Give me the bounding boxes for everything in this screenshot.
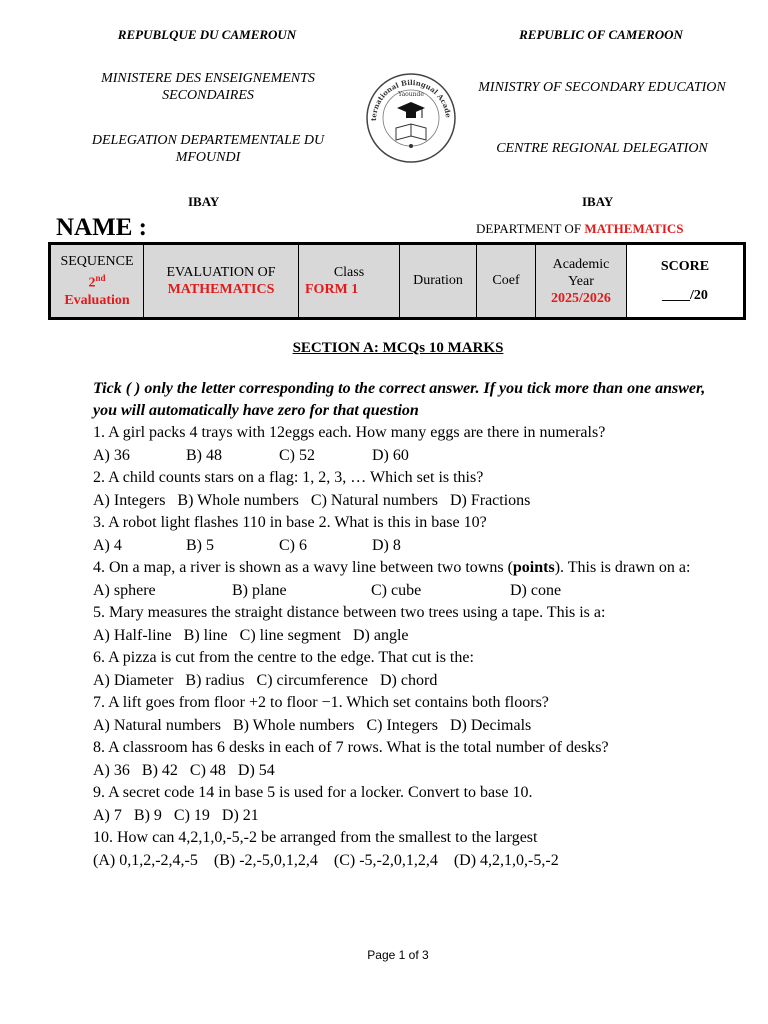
question-10: 10. How can 4,2,1,0,-5,-2 be arranged from the smallest to the largest [93, 829, 538, 846]
option[interactable]: (B) -2,-5,0,1,2,4 [213, 851, 318, 869]
header-left-school: IBAY [188, 194, 220, 209]
department-subject: MATHEMATICS [584, 221, 684, 236]
option[interactable]: B) radius [185, 671, 245, 689]
question-3: 3. A robot light flashes 110 in base 2. What is this in base 10? [93, 514, 487, 531]
question-4-pre: 4. On a map, a river is shown as a wavy line between two towns ( [93, 559, 513, 576]
options-4 [93, 580, 705, 603]
option[interactable]: B) 42 [141, 761, 178, 779]
option[interactable]: (D) 4,2,1,0,-5,-2 [453, 851, 559, 869]
score-value: ____/20 [662, 288, 708, 303]
option[interactable]: D) angle [352, 626, 409, 644]
question-1: 1. A girl packs 4 trays with 12eggs each. How many eggs are there in numerals? [93, 424, 606, 441]
options-9 [93, 805, 705, 828]
department-prefix: DEPARTMENT OF [476, 221, 585, 236]
option[interactable]: D) 21 [221, 806, 259, 824]
option[interactable]: C) 6 [279, 536, 307, 554]
header-right-delegation: CENTRE REGIONAL DELEGATION [496, 141, 708, 156]
question-2: 2. A child counts stars on a flag: 1, 2, 3, … Which set is this? [93, 469, 484, 486]
question-4-post: ). This is drawn on a: [554, 559, 691, 576]
option[interactable]: B) Whole numbers [232, 716, 355, 734]
question-list [93, 422, 705, 872]
option[interactable]: D) Fractions [449, 491, 531, 509]
option[interactable]: B) 9 [133, 806, 162, 824]
evaluation-subject: MATHEMATICS [167, 282, 275, 297]
option[interactable]: C) 52 [279, 446, 315, 464]
option[interactable]: A) sphere [93, 581, 156, 599]
sequence-num: 2 [88, 275, 96, 291]
class-cell [299, 244, 400, 319]
option[interactable]: A) Integers [93, 491, 166, 509]
option[interactable]: D) Decimals [449, 716, 532, 734]
options-5 [93, 625, 705, 648]
question-4 [93, 557, 705, 580]
question-5: 5. Mary measures the straight distance between two trees using a tape. This is a: [93, 604, 606, 621]
sequence-label: SEQUENCE [60, 254, 134, 270]
option[interactable]: C) 48 [189, 761, 226, 779]
school-logo [364, 68, 458, 166]
question-6: 6. A pizza is cut from the centre to the edge. That cut is the: [93, 649, 474, 666]
sequence-cell [50, 244, 144, 319]
sequence-sup: nd [95, 273, 106, 284]
duration-cell [400, 244, 477, 319]
option[interactable]: (C) -5,-2,0,1,2,4 [333, 851, 438, 869]
svg-text:International Bilingual Academ: ternational Bilingual Acade [368, 77, 453, 122]
score-label: SCORE [660, 259, 710, 274]
options-3 [93, 535, 705, 558]
option[interactable]: A) 4 [93, 536, 122, 554]
options-8 [93, 760, 705, 783]
option[interactable]: B) line [183, 626, 228, 644]
instructions: Tick ( ) only the letter corresponding to the correct answer. If you tick more than one answer, you will automatically have zero for that question [93, 380, 706, 419]
option[interactable]: C) line segment [239, 626, 341, 644]
option[interactable]: B) 5 [186, 536, 214, 554]
section-title: SECTION A: MCQs 10 MARKS [292, 340, 504, 356]
option[interactable]: A) 7 [93, 806, 122, 824]
academic-year-value: 2025/2026 [551, 290, 611, 306]
header-left-country: REPUBLQUE DU CAMEROUN [117, 27, 297, 42]
coef-label: Coef [492, 273, 520, 288]
option[interactable]: D) chord [380, 671, 438, 689]
evaluation-of-label: EVALUATION OF [166, 265, 276, 280]
option[interactable]: A) Diameter [93, 671, 174, 689]
option[interactable]: C) Natural numbers [310, 491, 438, 509]
option[interactable]: A) Half-line [93, 626, 172, 644]
question-4-bold: points [512, 559, 555, 576]
options-2 [93, 490, 705, 513]
class-label: Class [333, 265, 365, 280]
option[interactable]: C) cube [371, 581, 422, 599]
option[interactable]: C) 19 [173, 806, 210, 824]
option[interactable]: C) circumference [256, 671, 368, 689]
page-number: Page 1 of 3 [367, 948, 429, 962]
exam-info-table [48, 242, 746, 320]
score-cell [627, 244, 745, 319]
class-value: FORM 1 [305, 282, 359, 297]
academic-year-label: Academic Year [552, 256, 610, 289]
duration-label: Duration [413, 273, 463, 288]
option[interactable]: B) plane [232, 581, 287, 599]
question-8: 8. A classroom has 6 desks in each of 7 rows. What is the total number of desks? [93, 739, 609, 756]
header-right-school: IBAY [582, 194, 614, 209]
coef-cell [477, 244, 536, 319]
sequence-number [53, 270, 141, 292]
name-label: NAME : [56, 214, 147, 241]
header-right-country: REPUBLIC OF CAMEROON [519, 27, 683, 42]
option[interactable]: D) 60 [372, 446, 409, 464]
evaluation-cell [144, 244, 299, 319]
header-left-ministry: MINISTERE DES ENSEIGNEMENTS SECONDAIRES [101, 71, 315, 103]
option[interactable]: A) Natural numbers [93, 716, 221, 734]
options-10 [93, 850, 705, 873]
option[interactable]: A) 36 [93, 446, 130, 464]
svg-text:Yaounde: Yaounde [398, 91, 424, 98]
question-9: 9. A secret code 14 in base 5 is used for a locker. Convert to base 10. [93, 784, 533, 801]
options-6 [93, 670, 705, 693]
department-line [476, 221, 684, 237]
question-7: 7. A lift goes from floor +2 to floor −1. Which set contains both floors? [93, 694, 549, 711]
option[interactable]: B) Whole numbers [177, 491, 299, 509]
sequence-eval: Evaluation [64, 292, 130, 308]
options-1 [93, 445, 705, 468]
option[interactable]: D) 8 [372, 536, 401, 554]
option[interactable]: C) Integers [366, 716, 438, 734]
academic-year-cell [536, 244, 627, 319]
option[interactable]: A) 36 [93, 761, 130, 779]
header-left-delegation: DELEGATION DEPARTEMENTALE DU MFOUNDI [91, 133, 325, 165]
option[interactable]: B) 48 [186, 446, 222, 464]
options-7 [93, 715, 705, 738]
header-right-ministry: MINISTRY OF SECONDARY EDUCATION [478, 80, 726, 95]
option[interactable]: (A) 0,1,2,-2,4,-5 [93, 851, 198, 869]
option[interactable]: D) cone [510, 581, 562, 599]
option[interactable]: D) 54 [237, 761, 275, 779]
